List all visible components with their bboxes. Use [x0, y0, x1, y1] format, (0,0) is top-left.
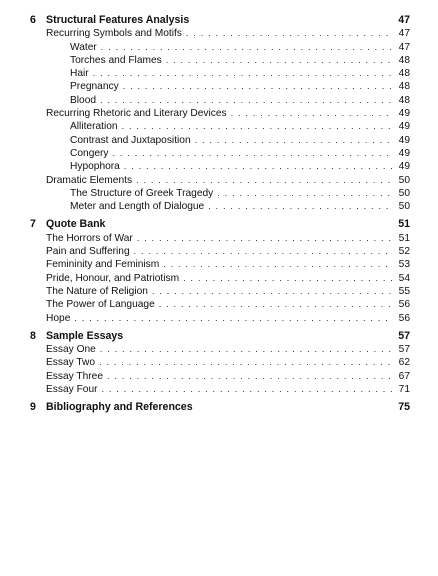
dot-leader [217, 187, 392, 200]
subsection-title: Blood [70, 94, 97, 106]
toc-section-row[interactable] [30, 383, 410, 396]
section-title: Recurring Rhetoric and Literary Devices [46, 108, 227, 120]
section-title: Essay One [46, 344, 96, 356]
dot-leader [93, 67, 392, 80]
dot-leader [100, 343, 392, 356]
subsection-title: Meter and Length of Dialogue [70, 201, 205, 213]
toc-subsection-row[interactable] [30, 134, 410, 147]
toc-section-row[interactable] [30, 258, 410, 271]
dot-leader [183, 272, 392, 285]
toc-section-row[interactable] [30, 343, 410, 356]
toc-section-row[interactable] [30, 107, 410, 120]
subsection-title: Contrast and Juxtaposition [70, 134, 191, 146]
dot-leader [166, 54, 392, 67]
toc-section-row[interactable] [30, 245, 410, 258]
dot-leader [195, 134, 392, 147]
dot-leader [74, 312, 392, 325]
dot-leader [152, 285, 392, 298]
chapter-page-number: 51 [398, 218, 410, 231]
toc-subsection-row[interactable] [30, 54, 410, 67]
chapter-title: Structural Features Analysis [46, 14, 190, 26]
toc-section-row[interactable] [30, 174, 410, 187]
dot-leader [134, 245, 392, 258]
dot-leader [102, 383, 392, 396]
section-title: Pride, Honour, and Patriotism [46, 272, 180, 284]
entry-page-number: 48 [398, 54, 410, 66]
entry-page-number: 52 [398, 246, 410, 258]
toc-chapter-row[interactable] [30, 218, 410, 231]
toc-chapter-row[interactable] [30, 14, 410, 27]
entry-page-number: 62 [398, 357, 410, 369]
section-title: Dramatic Elements [46, 174, 133, 186]
section-title: The Horrors of War [46, 232, 133, 244]
section-title: Essay Two [46, 357, 96, 369]
entry-page-number: 56 [398, 312, 410, 324]
subsection-title: Torches and Flames [70, 54, 162, 66]
entry-page-number: 53 [398, 259, 410, 271]
subsection-title: Alliteration [70, 121, 118, 133]
section-title: Recurring Symbols and Motifs [46, 28, 182, 40]
subsection-title: The Structure of Greek Tragedy [70, 187, 214, 199]
toc-section-row[interactable] [30, 285, 410, 298]
table-of-contents [30, 14, 410, 415]
entry-page-number: 71 [398, 384, 410, 396]
section-title: The Nature of Religion [46, 285, 148, 297]
chapter-number: 7 [30, 218, 36, 231]
entry-page-number: 48 [398, 68, 410, 80]
entry-page-number: 55 [398, 285, 410, 297]
entry-page-number: 51 [398, 232, 410, 244]
toc-subsection-row[interactable] [30, 187, 410, 200]
dot-leader [186, 27, 392, 40]
toc-section-row[interactable] [30, 370, 410, 383]
dot-leader [136, 174, 392, 187]
entry-page-number: 57 [398, 344, 410, 356]
entry-page-number: 48 [398, 94, 410, 106]
chapter-page-number: 47 [398, 14, 410, 26]
dot-leader [100, 94, 392, 107]
section-title: Essay Four [46, 384, 98, 396]
chapter-page-number: 75 [398, 401, 410, 414]
toc-subsection-row[interactable] [30, 41, 410, 54]
toc-subsection-row[interactable] [30, 160, 410, 173]
entry-page-number: 47 [398, 28, 410, 40]
entry-page-number: 50 [398, 187, 410, 199]
section-title: Femininity and Feminism [46, 259, 160, 271]
toc-section-row[interactable] [30, 312, 410, 325]
chapter-title: Quote Bank [46, 218, 106, 231]
section-title: Essay Three [46, 370, 104, 382]
dot-leader [231, 107, 392, 120]
entry-page-number: 47 [398, 41, 410, 53]
section-title: The Power of Language [46, 299, 155, 311]
entry-page-number: 56 [398, 299, 410, 311]
entry-page-number: 49 [398, 147, 410, 159]
section-title: Pain and Suffering [46, 246, 130, 258]
subsection-title: Hair [70, 68, 89, 80]
dot-leader [124, 160, 392, 173]
toc-subsection-row[interactable] [30, 200, 410, 213]
entry-page-number: 50 [398, 201, 410, 213]
toc-chapter-row[interactable] [30, 401, 410, 414]
entry-page-number: 67 [398, 370, 410, 382]
subsection-title: Water [70, 41, 97, 53]
entry-page-number: 54 [398, 272, 410, 284]
subsection-title: Congery [70, 147, 109, 159]
chapter-number: 6 [30, 14, 36, 26]
toc-section-row[interactable] [30, 356, 410, 369]
subsection-title: Pregnancy [70, 81, 119, 93]
toc-subsection-row[interactable] [30, 67, 410, 80]
toc-subsection-row[interactable] [30, 120, 410, 133]
entry-page-number: 49 [398, 161, 410, 173]
toc-section-row[interactable] [30, 272, 410, 285]
chapter-title: Sample Essays [46, 329, 124, 342]
toc-section-row[interactable] [30, 232, 410, 245]
entry-page-number: 49 [398, 121, 410, 133]
dot-leader [163, 258, 392, 271]
entry-page-number: 48 [398, 81, 410, 93]
toc-chapter-row[interactable] [30, 330, 410, 343]
dot-leader [137, 232, 392, 245]
dot-leader [107, 370, 392, 383]
chapter-number: 8 [30, 329, 36, 342]
entry-page-number: 49 [398, 108, 410, 120]
toc-section-row[interactable] [30, 27, 410, 40]
section-title: Hope [46, 312, 71, 324]
dot-leader [208, 200, 392, 213]
chapter-page-number: 57 [398, 329, 410, 342]
chapter-title: Bibliography and References [46, 401, 193, 414]
toc-subsection-row[interactable] [30, 80, 410, 93]
dot-leader [101, 41, 392, 54]
toc-subsection-row[interactable] [30, 147, 410, 160]
subsection-title: Hypophora [70, 161, 120, 173]
entry-page-number: 49 [398, 134, 410, 146]
dot-leader [122, 120, 392, 133]
toc-section-row[interactable] [30, 298, 410, 311]
entry-page-number: 50 [398, 174, 410, 186]
toc-subsection-row[interactable] [30, 94, 410, 107]
dot-leader [113, 147, 392, 160]
dot-leader [159, 298, 392, 311]
chapter-number: 9 [30, 401, 36, 414]
dot-leader [99, 356, 392, 369]
dot-leader [123, 80, 392, 93]
